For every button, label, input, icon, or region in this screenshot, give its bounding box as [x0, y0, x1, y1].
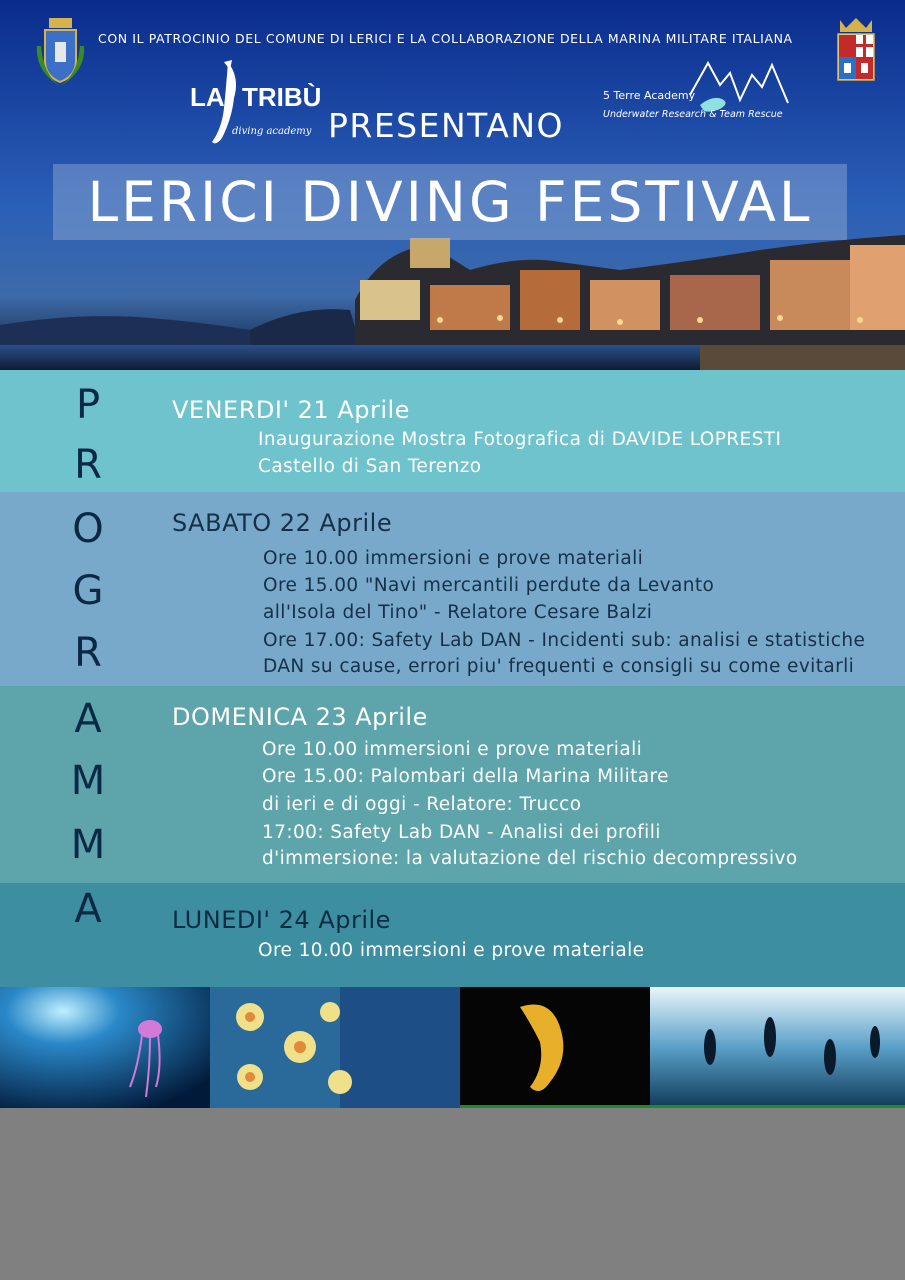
- program-letter: P: [75, 382, 101, 428]
- day-band-friday: [0, 370, 905, 492]
- title-banner: [53, 164, 847, 240]
- coral-polyps-photo: [210, 987, 460, 1108]
- svg-text:TRIBÙ: TRIBÙ: [242, 82, 322, 112]
- program-letter: M: [70, 822, 106, 868]
- svg-text:LA: LA: [190, 82, 225, 112]
- event-line: Ore 15.00 "Navi mercantili perdute da Levanto: [263, 575, 715, 596]
- event-line: Ore 17.00: Safety Lab DAN - Incidenti sub: analisi e statistiche: [263, 630, 866, 651]
- academy-name: 5 Terre Academy: [603, 89, 696, 102]
- event-line: Ore 15.00: Palombari della Marina Militare: [262, 766, 669, 787]
- program-letter: R: [74, 630, 102, 676]
- event-line: Ore 10.00 immersioni e prove materiale: [258, 940, 645, 961]
- day-heading: LUNEDI' 24 Aprile: [172, 906, 391, 934]
- event-line: all'Isola del Tino" - Relatore Cesare Balzi: [263, 602, 653, 623]
- event-line: Ore 10.00 immersioni e prove materiali: [263, 548, 644, 569]
- la-tribu-logo: [188, 58, 322, 148]
- day-heading: DOMENICA 23 Aprile: [172, 703, 428, 731]
- event-line: Castello di San Terenzo: [258, 456, 482, 477]
- program-letter: R: [74, 442, 102, 488]
- festival-title: LERICI DIVING FESTIVAL: [87, 170, 813, 234]
- event-line: Ore 10.00 immersioni e prove materiali: [262, 739, 643, 760]
- poster-header: [0, 0, 905, 370]
- marina-militare-crest-icon: [832, 16, 880, 82]
- event-line: DAN su cause, errori piu' frequenti e consigli su come evitarli: [263, 656, 855, 677]
- program-letter: G: [72, 568, 104, 614]
- lerici-crest-icon: [33, 16, 88, 88]
- program-letter: M: [70, 758, 106, 804]
- jellyfish-photo: [0, 987, 210, 1108]
- patronage-text: CON IL PATROCINIO DEL COMUNE DI LERICI E LA COLLABORAZIONE DELLA MARINA MILITARE ITALIANA: [98, 31, 793, 46]
- day-heading: VENERDI' 21 Aprile: [172, 396, 410, 424]
- seahorse-photo: [460, 987, 650, 1108]
- event-line: di ieri e di oggi - Relatore: Trucco: [262, 794, 582, 815]
- program-letter: A: [74, 886, 102, 932]
- presentano-text: PRESENTANO: [328, 106, 564, 145]
- underwater-photo-strip: [0, 987, 905, 1108]
- day-band-saturday: [0, 492, 905, 686]
- program-letter: O: [72, 506, 104, 552]
- day-heading: SABATO 22 Aprile: [172, 509, 393, 537]
- program-letter: A: [74, 696, 102, 742]
- day-band-sunday: [0, 686, 905, 883]
- day-band-monday: [0, 883, 905, 987]
- event-line: 17:00: Safety Lab DAN - Analisi dei profili: [262, 822, 661, 843]
- svg-text:diving academy: diving academy: [232, 126, 312, 137]
- academy-subtitle: Underwater Research & Team Rescue: [603, 109, 783, 120]
- divers-photo: [650, 987, 905, 1108]
- event-line: d'immersione: la valutazione del rischio decompressivo: [262, 848, 798, 869]
- event-line: Inaugurazione Mostra Fotografica di DAVIDE LOPRESTI: [258, 429, 782, 450]
